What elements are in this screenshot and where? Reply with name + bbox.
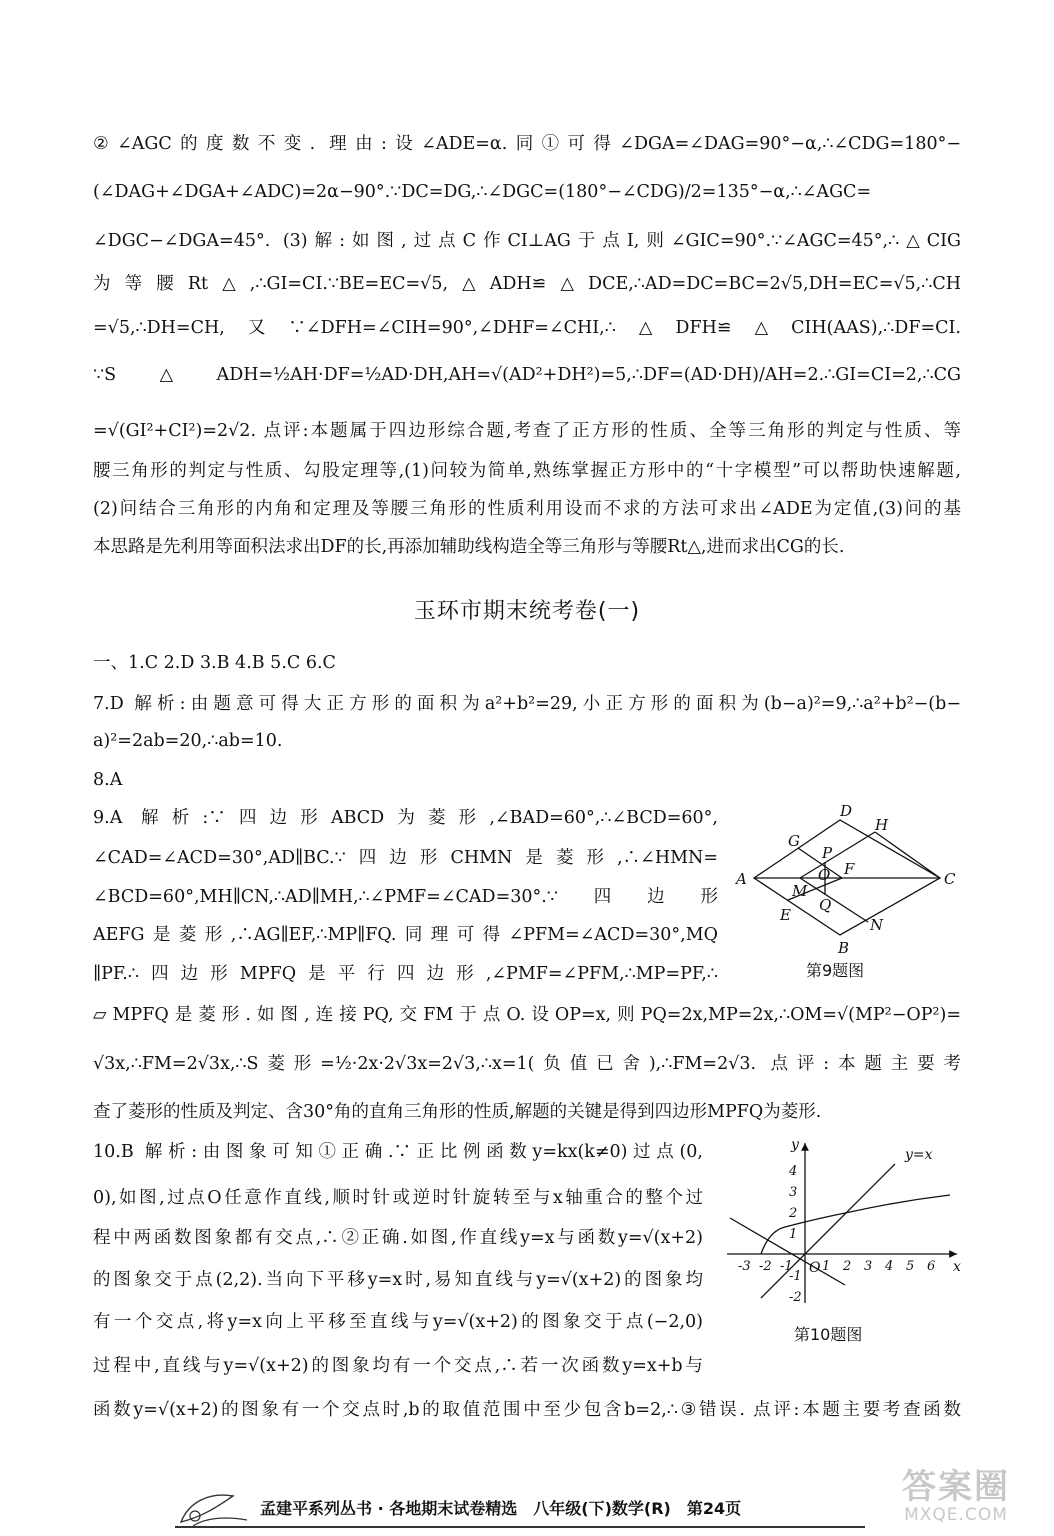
line-y-equals-x bbox=[761, 1164, 895, 1298]
watermark bbox=[876, 1468, 1036, 1530]
label-p: P bbox=[822, 844, 833, 862]
text-line: 一、1.C 2.D 3.B 4.B 5.C 6.C bbox=[93, 653, 336, 673]
x-tick-label: 2 bbox=[843, 1259, 852, 1274]
text-line: ∠DGC−∠DGA=45°. (3)解:如图,过点C作CI⊥AG于点I,则∠GIC=90°.∵∠AGC=45°,∴△CIG bbox=[93, 231, 961, 251]
y-tick-label: 1 bbox=[789, 1227, 798, 1242]
text-line: 为等腰Rt△,∴GI=CI.∵BE=EC=√5,△ADH≌△DCE,∴AD=DC=BC=2√5,DH=EC=√5,∴CH bbox=[93, 274, 961, 294]
label-b: B bbox=[838, 939, 850, 957]
footer-grade: 八年级(下)数学(R) bbox=[533, 1499, 671, 1518]
text-line: (∠DAG+∠DGA+∠ADC)=2α−90°.∵DC=DG,∴∠DGC=(180°−∠CDG)/2=135°−α,∴∠AGC= bbox=[93, 182, 872, 202]
label-a: A bbox=[736, 870, 747, 888]
section-title: 玉环市期末统考卷(一) bbox=[413, 599, 641, 624]
figure-10 bbox=[725, 1135, 965, 1319]
line-through-origin bbox=[730, 1218, 845, 1285]
label-c: C bbox=[944, 870, 956, 888]
y-tick-label: -2 bbox=[789, 1290, 802, 1305]
text-line: ∥PF.∴四边形MPFQ是平行四边形,∠PMF=∠PFM,∴MP=PF,∴ bbox=[93, 964, 718, 984]
y-axis-label: y bbox=[791, 1137, 799, 1153]
label-q: Q bbox=[819, 896, 832, 914]
footer-page: 第24页 bbox=[686, 1499, 742, 1518]
text-line: 7.D 解析:由题意可得大正方形的面积为a²+b²=29,小正方形的面积为(b−a)²=9,∴a²+b²−(b− bbox=[93, 694, 961, 714]
label-d: D bbox=[840, 802, 853, 820]
x-tick-label: 5 bbox=[906, 1259, 915, 1274]
x-tick-label: 1 bbox=[822, 1259, 831, 1274]
y-tick-label: 4 bbox=[789, 1164, 798, 1179]
watermark-url: MXQE.COM bbox=[904, 1505, 1008, 1525]
text-line: 有一个交点,将y=x向上平移至直线与y=√(x+2)的图象交于点(−2,0) bbox=[93, 1312, 703, 1332]
label-m: M bbox=[792, 882, 808, 900]
page-footer bbox=[175, 1494, 865, 1528]
text-line: 程中两函数图象都有交点,∴②正确.如图,作直线y=x与函数y=√(x+2) bbox=[93, 1228, 703, 1248]
text-line: 函数y=√(x+2)的图象有一个交点时,b的取值范围中至少包含b=2,∴③错误. 点评:本题主要考查函数 bbox=[93, 1400, 961, 1420]
text-line: 0),如图,过点O任意作直线,顺时针或逆时针旋转至与x轴重合的整个过 bbox=[93, 1188, 703, 1208]
text-line: 查了菱形的性质及判定、含30°角的直角三角形的性质,解题的关键是得到四边形MPFQ为菱形. bbox=[93, 1102, 822, 1122]
label-e: E bbox=[780, 906, 791, 924]
text-line: =√5,∴DH=CH,又∵∠DFH=∠CIH=90°,∠DHF=∠CHI,∴△DFH≌△CIH(AAS),∴DF=CI. bbox=[93, 318, 961, 338]
text-line: =√(GI²+CI²)=2√2. 点评:本题属于四边形综合题,考查了正方形的性质、全等三角形的判定与性质、等 bbox=[93, 421, 961, 441]
text-line: 过程中,直线与y=√(x+2)的图象均有一个交点,∴若一次函数y=x+b与 bbox=[93, 1356, 703, 1376]
watermark-logo: 答案圈 bbox=[902, 1467, 1010, 1507]
text-line: (2)问结合三角形的内角和定理及等腰三角形的性质利用设而不求的方法可求出∠ADE为定值,(3)问的基 bbox=[93, 499, 961, 519]
y-tick-label: 3 bbox=[789, 1185, 798, 1200]
x-tick-label: 6 bbox=[927, 1259, 936, 1274]
label-h: H bbox=[875, 816, 889, 834]
figure-9 bbox=[730, 800, 960, 964]
text-line: ∠BCD=60°,MH∥CN,∴AD∥MH,∴∠PMF=∠CAD=30°.∵四边形 bbox=[93, 887, 718, 907]
y-tick-label: -1 bbox=[789, 1269, 802, 1284]
x-axis-label: x bbox=[953, 1259, 961, 1275]
text-line: 8.A bbox=[93, 770, 123, 790]
footer-series: 孟建平系列丛书 bbox=[260, 1499, 373, 1518]
label-n: N bbox=[870, 916, 884, 934]
text-line: a)²=2ab=20,∴ab=10. bbox=[93, 731, 283, 751]
text-line: 9.A 解析:∵四边形ABCD为菱形,∠BAD=60°,∴∠BCD=60°, bbox=[93, 808, 718, 828]
y-tick-label: 2 bbox=[789, 1206, 798, 1221]
figure-10-caption: 第10题图 bbox=[794, 1325, 863, 1344]
text-line: AEFG是菱形,∴AG∥EF,∴MP∥FQ.同理可得∠PFM=∠ACD=30°,MQ bbox=[93, 925, 718, 945]
x-tick-label: -3 bbox=[738, 1259, 751, 1274]
x-tick-label: 4 bbox=[885, 1259, 894, 1274]
figure-9-caption: 第9题图 bbox=[806, 961, 865, 980]
x-tick-label: -2 bbox=[759, 1259, 772, 1274]
text-line: 的图象交于点(2,2).当向下平移y=x时,易知直线与y=√(x+2)的图象均 bbox=[93, 1270, 703, 1290]
text-line: ∵S△ADH=½AH·DF=½AD·DH,AH=√(AD²+DH²)=5,∴DF=(AD·DH)/AH=2.∴GI=CI=2,∴CG bbox=[93, 365, 961, 385]
origin-label: O bbox=[809, 1260, 821, 1276]
text-line: 腰三角形的判定与性质、勾股定理等,(1)问较为简单,熟练掌握正方形中的“十字模型”可以帮助快速解题, bbox=[93, 461, 961, 481]
footer-text: 孟建平系列丛书 · 各地期末试卷精选 八年级(下)数学(R) 第24页 bbox=[260, 1499, 742, 1518]
text-line: ②∠AGC的度数不变. 理由:设∠ADE=α.同①可得∠DGA=∠DAG=90°−α,∴∠CDG=180°− bbox=[93, 134, 961, 154]
label-g: G bbox=[788, 832, 800, 850]
segment-hc bbox=[875, 832, 940, 878]
text-line: ▱MPFQ是菱形.如图,连接PQ,交FM于点O.设OP=x,则PQ=2x,MP=2x,∴OM=√(MP²−OP²)= bbox=[93, 1005, 961, 1025]
label-o: O bbox=[818, 866, 831, 884]
label-f: F bbox=[844, 860, 855, 878]
figure-10-graph bbox=[725, 1135, 965, 1315]
footer-book: 各地期末试卷精选 bbox=[389, 1499, 518, 1518]
line-label: y=x bbox=[905, 1147, 933, 1163]
x-tick-label: -1 bbox=[780, 1259, 793, 1274]
figure-9-diagram bbox=[730, 800, 960, 960]
text-line: ∠CAD=∠ACD=30°,AD∥BC.∵四边形CHMN是菱形,∴∠HMN= bbox=[93, 848, 718, 868]
text-line: 10.B 解析:由图象可知①正确.∵正比例函数y=kx(k≠0)过点(0, bbox=[93, 1142, 703, 1162]
x-tick-label: 3 bbox=[864, 1259, 873, 1274]
text-line: √3x,∴FM=2√3x,∴S菱形=½·2x·2√3x=2√3,∴x=1(负值已舍),∴FM=2√3. 点评:本题主要考 bbox=[93, 1054, 961, 1074]
text-line: 本思路是先利用等面积法求出DF的长,再添加辅助线构造全等三角形与等腰Rt△,进而求出CG的长. bbox=[93, 537, 845, 557]
